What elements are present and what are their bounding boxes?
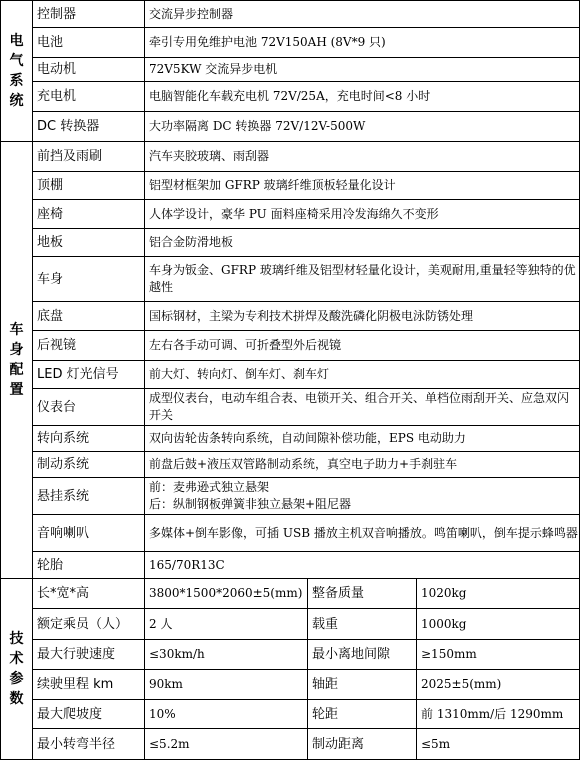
body-label: 前挡及雨刷 (33, 142, 145, 172)
tech-value: 2 人 (145, 609, 308, 640)
body-value: 铝型材框架加 GFRP 玻璃纤维顶板轻量化设计 (145, 172, 580, 200)
body-label: 转向系统 (33, 426, 145, 452)
tech-label: 整备质量 (308, 579, 417, 609)
front-suspension: 前：麦弗逊式独立悬架 (149, 480, 270, 494)
tech-value: 1000kg (417, 609, 580, 640)
tech-value: 3800*1500*2060±5(mm) (145, 579, 308, 609)
body-value: 铝合金防滑地板 (145, 229, 580, 257)
section-body: 车身配置 (1, 142, 33, 579)
body-label: 座椅 (33, 200, 145, 229)
tech-value: 前 1310mm/后 1290mm (417, 700, 580, 729)
tech-label: 最大爬坡度 (33, 700, 145, 729)
body-value: 165/70R13C (145, 552, 580, 579)
body-value: 车身为钣金、GFRP 玻璃纤维及铝型材轻量化设计，美观耐用,重量轻等独特的优越性 (145, 257, 580, 302)
body-value: 多媒体+倒车影像，可插 USB 播放主机双音响播放。鸣笛喇叭，倒车提示蜂鸣器 (145, 515, 580, 552)
tech-value: ≤5m (417, 729, 580, 760)
body-value: 前盘后鼓+液压双管路制动系统，真空电子助力+手刹驻车 (145, 452, 580, 478)
body-label: 音响喇叭 (33, 515, 145, 552)
tech-label: 轴距 (308, 670, 417, 700)
body-label: 轮胎 (33, 552, 145, 579)
body-value: 前大灯、转向灯、倒车灯、刹车灯 (145, 361, 580, 389)
body-label: 车身 (33, 257, 145, 302)
electric-value: 大功率隔离 DC 转换器 72V/12V-500W (145, 112, 580, 142)
body-label: 顶棚 (33, 172, 145, 200)
tech-value: 10% (145, 700, 308, 729)
tech-label: 最大行驶速度 (33, 640, 145, 670)
tech-value: 1020kg (417, 579, 580, 609)
body-label: 仪表台 (33, 389, 145, 426)
electric-value: 电脑智能化车载充电机 72V/25A，充电时间<8 小时 (145, 82, 580, 112)
tech-value: ≥150mm (417, 640, 580, 670)
body-value: 汽车夹胶玻璃、雨刮器 (145, 142, 580, 172)
tech-value: ≤30km/h (145, 640, 308, 670)
tech-label: 制动距离 (308, 729, 417, 760)
electric-value: 交流异步控制器 (145, 1, 580, 28)
electric-label: 电动机 (33, 58, 145, 82)
body-value: 左右各手动可调、可折叠型外后视镜 (145, 331, 580, 361)
tech-label: 载重 (308, 609, 417, 640)
electric-value: 72V5KW 交流异步电机 (145, 58, 580, 82)
tech-label: 轮距 (308, 700, 417, 729)
tech-label: 最小离地间隙 (308, 640, 417, 670)
body-value: 国标钢材，主梁为专利技术拼焊及酸洗磷化阴极电泳防锈处理 (145, 302, 580, 331)
section-electric: 电气系统 (1, 1, 33, 142)
body-label: 后视镜 (33, 331, 145, 361)
section-tech: 技术参数 (1, 579, 33, 760)
body-label: 悬挂系统 (33, 478, 145, 515)
tech-label: 长*宽*高 (33, 579, 145, 609)
body-value: 人体学设计，豪华 PU 面料座椅采用冷发海绵久不变形 (145, 200, 580, 229)
electric-label: 控制器 (33, 1, 145, 28)
body-value: 成型仪表台，电动车组合表、电锁开关、组合开关、单档位雨刮开关、应急双闪开关 (145, 389, 580, 426)
body-value (145, 478, 580, 515)
tech-value: 90km (145, 670, 308, 700)
tech-value: 2025±5(mm) (417, 670, 580, 700)
body-value: 双向齿轮齿条转向系统，自动间隙补偿功能，EPS 电动助力 (145, 426, 580, 452)
electric-value: 牵引专用免维护电池 72V150AH (8V*9 只) (145, 28, 580, 58)
tech-label: 续驶里程 km (33, 670, 145, 700)
electric-label: DC 转换器 (33, 112, 145, 142)
body-label: 制动系统 (33, 452, 145, 478)
electric-label: 充电机 (33, 82, 145, 112)
tech-label: 额定乘员（人） (33, 609, 145, 640)
tech-label: 最小转弯半径 (33, 729, 145, 760)
rear-suspension: 后：纵制钢板弹簧非独立悬架+阻尼器 (149, 497, 352, 511)
electric-label: 电池 (33, 28, 145, 58)
body-label: LED 灯光信号 (33, 361, 145, 389)
body-label: 底盘 (33, 302, 145, 331)
tech-value: ≤5.2m (145, 729, 308, 760)
body-label: 地板 (33, 229, 145, 257)
